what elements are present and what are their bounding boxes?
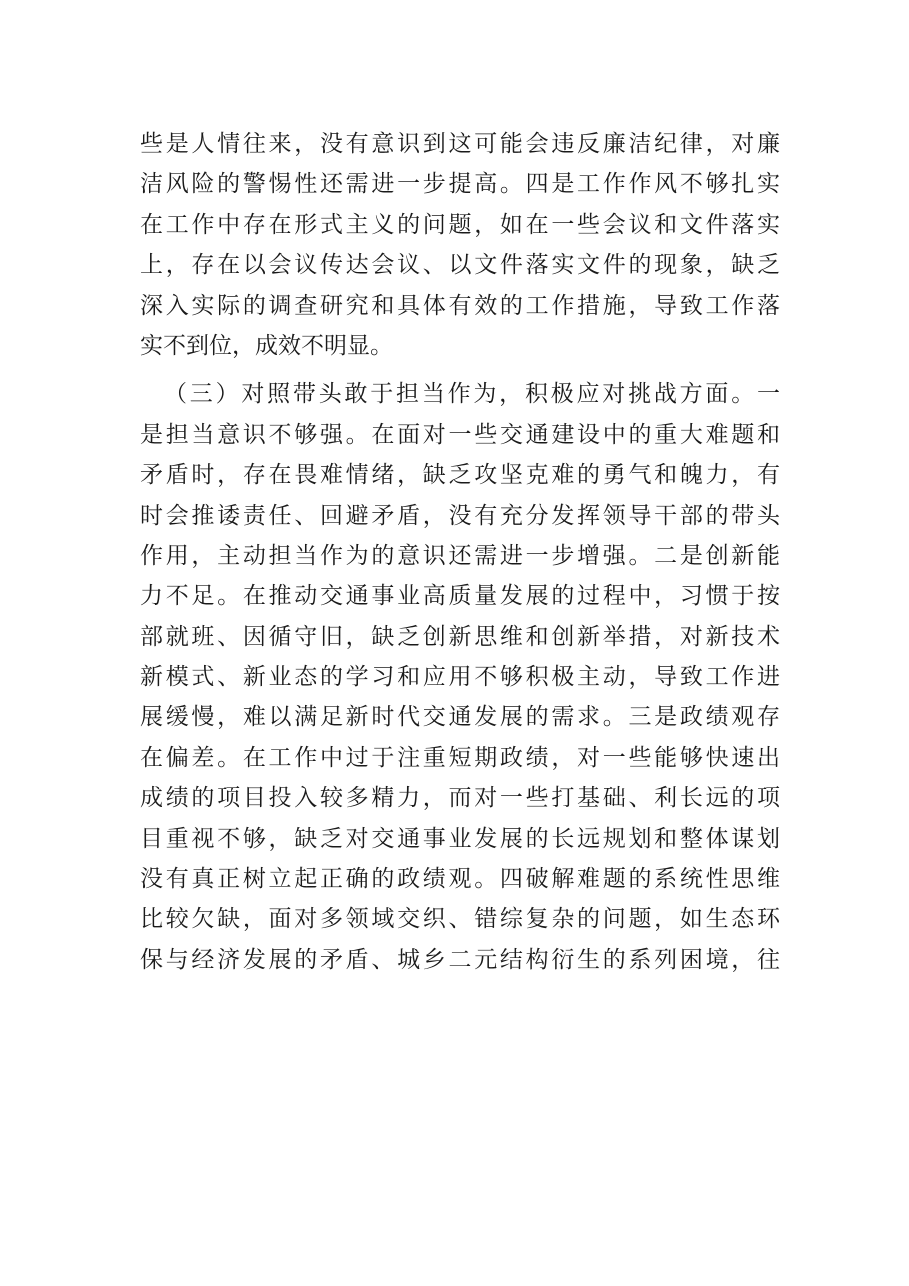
text-line: 时会推诿责任、回避矛盾，没有充分发挥领导干部的带头 — [140, 502, 780, 529]
text-line: 展缓慢，难以满足新时代交通发展的需求。三是政绩观存 — [140, 704, 780, 731]
text-line: 洁风险的警惕性还需进一步提高。四是工作作风不够扎实 — [140, 171, 780, 198]
text-line: 是担当意识不够强。在面对一些交通建设中的重大难题和 — [140, 421, 780, 448]
document-body — [140, 124, 780, 980]
text-line: 力不足。在推动交通事业高质量发展的过程中，习惯于按 — [140, 583, 780, 610]
text-line: 新模式、新业态的学习和应用不够积极主动，导致工作进 — [140, 664, 780, 691]
text-line: 实不到位，成效不明显。 — [140, 332, 393, 359]
text-line: 矛盾时，存在畏难情绪，缺乏攻坚克难的勇气和魄力，有 — [140, 462, 780, 489]
paragraph-section-three — [140, 374, 780, 980]
paragraph-gap — [140, 366, 780, 374]
text-line: 没有真正树立起正确的政绩观。四破解难题的系统性思维 — [140, 866, 780, 893]
text-line: 成绩的项目投入较多精力，而对一些打基础、利长远的项 — [140, 785, 780, 812]
text-line: 上，存在以会议传达会议、以文件落实文件的现象，缺乏 — [140, 252, 780, 279]
text-line: 在工作中存在形式主义的问题，如在一些会议和文件落实 — [140, 211, 780, 238]
text-line: 比较欠缺，面对多领域交织、错综复杂的问题，如生态环 — [140, 906, 780, 933]
text-line: 深入实际的调查研究和具体有效的工作措施，导致工作落 — [140, 292, 780, 319]
section-heading-line: （三）对照带头敢于担当作为，积极应对挑战方面。一 — [164, 381, 780, 408]
text-line: 在偏差。在工作中过于注重短期政绩，对一些能够快速出 — [140, 744, 780, 771]
text-line: 保与经济发展的矛盾、城乡二元结构衍生的系列困境，往 — [140, 946, 780, 973]
text-line: 作用，主动担当作为的意识还需进一步增强。二是创新能 — [140, 542, 780, 569]
paragraph-integrity-work-style — [140, 124, 780, 366]
text-line: 目重视不够，缺乏对交通事业发展的长远规划和整体谋划 — [140, 825, 780, 852]
text-line: 部就班、因循守旧，缺乏创新思维和创新举措，对新技术 — [140, 623, 780, 650]
text-line: 些是人情往来，没有意识到这可能会违反廉洁纪律，对廉 — [140, 131, 780, 157]
